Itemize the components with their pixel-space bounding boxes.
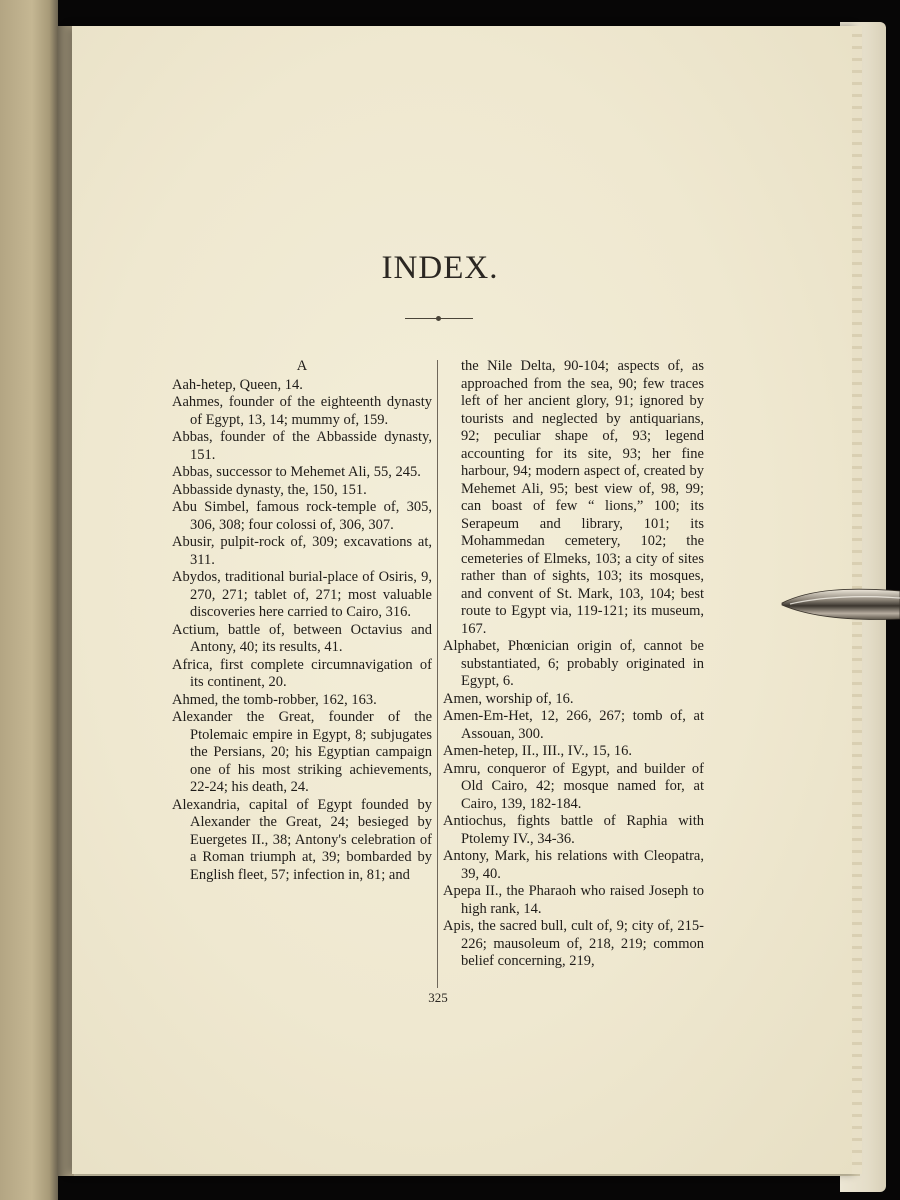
index-entry: Abydos, traditional burial-place of Osiris, 9, 270, 271; tablet of, 271; most valuable discoveries here carried to Cairo, 316. (172, 569, 432, 620)
index-entry: Abbasside dynasty, the, 150, 151. (172, 481, 367, 498)
index-entry: Aah-hetep, Queen, 14. (172, 376, 303, 393)
page-title: INDEX. (381, 250, 499, 286)
index-entry: Amen-Em-Het, 12, 266, 267; tomb of, at Assouan, 300. (443, 708, 704, 742)
index-entry: Actium, battle of, between Octavius and Antony, 40; its results, 41. (172, 621, 432, 655)
facing-page-edge (0, 0, 58, 1200)
index-entry: Alexander the Great, founder of the Ptolemaic empire in Egypt, 8; subjugates the Persians, 20; his Egyptian campaign one of his most striking achievements, 22-24; his death, 24. (172, 709, 432, 795)
index-entry: Amen-hetep, II., III., IV., 15, 16. (443, 743, 632, 759)
index-entry: Apis, the sacred bull, cult of, 9; city of, 215-226; mausoleum of, 218, 219; common belief concerning, 219, (443, 918, 704, 969)
index-entry: Amru, conqueror of Egypt, and builder of Old Cairo, 42; mosque named for, at Cairo, 139, 182-184. (443, 760, 704, 812)
index-entry: Abbas, successor to Mehemet Ali, 55, 245. (172, 464, 421, 480)
index-column-left (172, 358, 432, 884)
index-entry: Amen, worship of, 16. (443, 690, 574, 707)
page-number: 325 (428, 990, 448, 1005)
index-entry: Abu Simbel, famous rock-temple of, 305, 306, 308; four colossi of, 306, 307. (172, 499, 432, 533)
column-divider (437, 360, 438, 988)
title-ornament-dot (436, 316, 441, 321)
index-entry: Alphabet, Phœnician origin of, cannot be substantiated, 6; probably originated in Egypt, 6. (443, 638, 704, 689)
index-entry: Apepa II., the Pharaoh who raised Joseph to high rank, 14. (443, 883, 704, 917)
index-entry: Antiochus, fights battle of Raphia with Ptolemy IV., 34-36. (443, 813, 704, 847)
index-column-right (443, 358, 704, 971)
index-entry: Aahmes, founder of the eighteenth dynasty of Egypt, 13, 14; mummy of, 159. (172, 394, 432, 428)
letter-opener-blade (780, 583, 900, 627)
index-entry: Africa, first complete circumnavigation of its continent, 20. (172, 656, 432, 690)
section-letter: A (296, 358, 308, 374)
index-entry: Abbas, founder of the Abbasside dynasty, 151. (172, 429, 432, 463)
index-entry: Abusir, pulpit-rock of, 309; excavations at, 311. (172, 534, 432, 568)
index-entry: Antony, Mark, his relations with Cleopatra, 39, 40. (443, 848, 704, 882)
index-entry: Ahmed, the tomb-robber, 162, 163. (172, 691, 377, 708)
index-entry-continuation: the Nile Delta, 90-104; aspects of, as approached from the sea, 90; few traces left of her ancient glory, 91; ignored by tourists and neglected by antiquarians, 92; peculiar shape of, 93; legend accounting for its site, 93; her fine harbour, 94; modern aspect of, created by Mehemet Ali, 95; best view of, 98, 99; can boast of few “ lions,” 100; its Serapeum and library, 101; its Mohammedan cemetery, 102; the cemeteries of Elmeks, 103; a city of sites rather than of sights, 103; its mosques, and convent of St. Mark, 103, 104; best route to Egypt via, 119-121; its museum, 167. (461, 358, 704, 637)
index-entry: Alexandria, capital of Egypt founded by Alexander the Great, 24; besieged by Euergetes II., 38; Antony's celebration of a Roman triumph at, 39; bombarded by English fleet, 57; infection in, 81; and (172, 796, 432, 883)
